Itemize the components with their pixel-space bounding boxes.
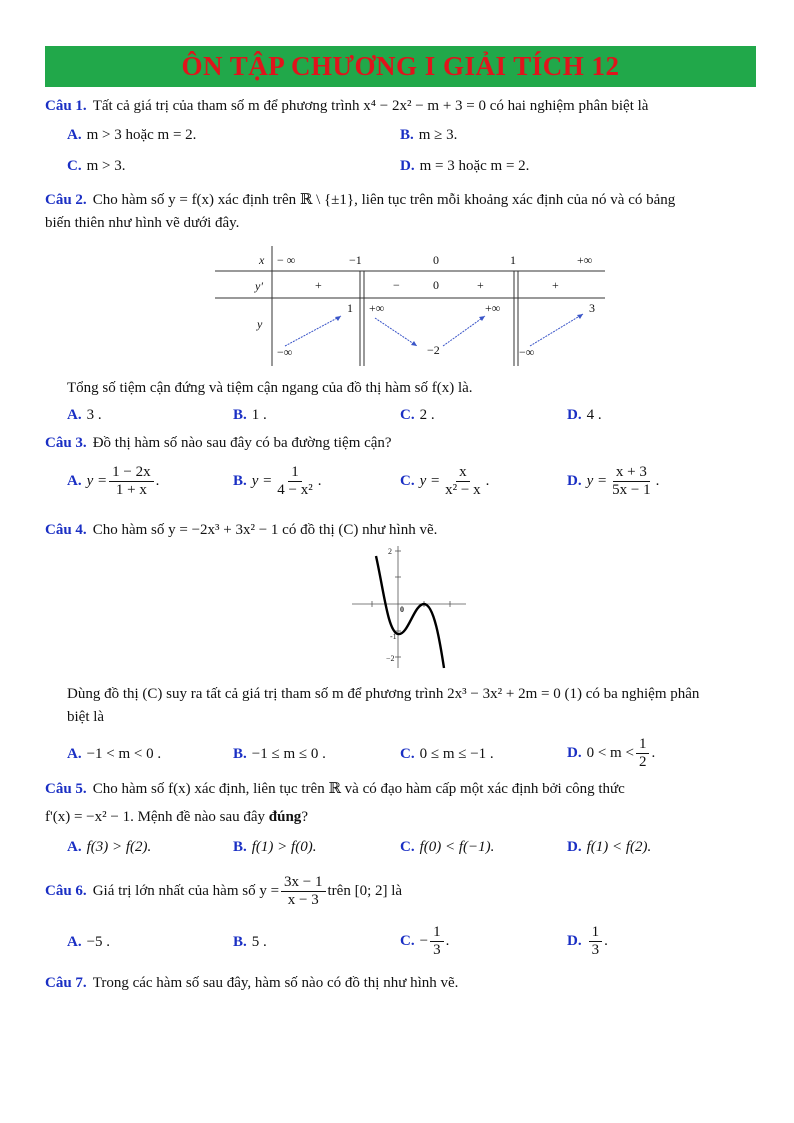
x-value: −1 [349, 253, 362, 267]
x-value: 1 [510, 253, 516, 267]
question-7 [45, 973, 458, 993]
question-3 [45, 433, 392, 453]
option-b[interactable]: B. m ≥ 3. [400, 127, 458, 143]
option-c[interactable]: C. f(0) < f(−1). [400, 839, 495, 855]
option-b[interactable]: B. −1 ≤ m ≤ 0 . [233, 746, 326, 762]
question-label: Câu 2. [45, 192, 87, 208]
page-title: ÔN TẬP CHƯƠNG I GIẢI TÍCH 12 [45, 46, 756, 87]
option-a[interactable]: A. y = $\frac{1 - 2x}{1 + x}$ . [67, 464, 160, 498]
row-y-label: y [257, 317, 263, 331]
row-yprime-label: y' [255, 279, 263, 293]
question-5 [45, 779, 755, 799]
option-a[interactable]: A. 3 . [67, 407, 102, 423]
option-c[interactable]: C. 2 . [400, 407, 435, 423]
option-b[interactable]: B. y = $\frac{1}{\text{4 − x²}}$ . [233, 464, 322, 498]
question-stem: Cho hàm số y = −2x³ + 3x² − 1 có đồ thị (C) như hình vẽ. [92, 522, 438, 538]
question-4-question: Dùng đồ thị (C) suy ra tất cả giá trị tham số m để phương trình 2x³ − 3x² + 2m = 0 (1) có ba nghiệm phân [67, 686, 700, 702]
y-value: +∞ [485, 301, 501, 315]
question-stem: Đồ thị hàm số nào sau đây có ba đường tiệm cận? [92, 435, 392, 451]
option-b[interactable]: B. 5 . [233, 934, 267, 950]
y-value: −∞ [519, 345, 535, 359]
y-value: +∞ [369, 301, 385, 315]
y-tick-label: 2 [388, 547, 392, 556]
question-2-question: Tổng số tiệm cận đứng và tiệm cận ngang của đồ thị hàm số f(x) là. [67, 380, 473, 396]
y-value: −∞ [277, 345, 293, 359]
question-label: Câu 7. [45, 975, 87, 991]
option-a[interactable]: A. m > 3 hoặc m = 2. [67, 127, 197, 143]
option-b[interactable]: B. f(1) > f(0). [233, 839, 317, 855]
question-6: Câu 6. Giá trị lớn nhất của hàm số y = $\frac{3x - 1}{x - 3}$ trên [0; 2] là [45, 874, 403, 908]
cubic-graph [350, 542, 470, 670]
yprime-sign: 0 [433, 278, 439, 292]
question-2-line2: biến thiên như hình vẽ dưới đây. [45, 215, 240, 231]
question-stem: Tất cả giá trị của tham số m để phương trình x⁴ − 2x² − m + 3 = 0 có hai nghiệm phân biệt là [92, 98, 649, 114]
option-d[interactable]: D. m = 3 hoặc m = 2. [400, 158, 530, 174]
option-c[interactable]: C. m > 3. [67, 158, 126, 174]
option-a[interactable]: A. f(3) > f(2). [67, 839, 152, 855]
y-value: 1 [347, 301, 353, 315]
row-x-label: x [259, 253, 265, 267]
question-label: Câu 3. [45, 435, 87, 451]
origin-label: 0 [400, 605, 404, 614]
cubic-curve [376, 556, 444, 668]
option-a[interactable]: A. −5 . [67, 934, 111, 950]
question-label: Câu 5. [45, 781, 87, 797]
question-label: Câu 1. [45, 98, 87, 114]
yprime-sign: + [315, 278, 322, 292]
question-label: Câu 4. [45, 522, 87, 538]
yprime-sign: − [393, 278, 400, 292]
option-b[interactable]: B. 1 . [233, 407, 267, 423]
question-label: Câu 6. [45, 882, 87, 899]
x-value: − ∞ [277, 253, 296, 267]
y-value: 3 [589, 301, 595, 315]
question-stem: Cho hàm số y = f(x) xác định trên ℝ \ {±1}, liên tục trên mỗi khoảng xác định của nó và có bảng [92, 192, 676, 208]
question-4 [45, 520, 437, 540]
option-d[interactable]: D. $\frac{1}{3}$ . [567, 924, 608, 958]
option-c[interactable]: C. y = $\frac{x}{\text{x² − x}}$ . [400, 464, 490, 498]
question-stem: Trong các hàm số sau đây, hàm số nào có đồ thị như hình vẽ. [92, 975, 459, 991]
y-value: −2 [427, 343, 440, 357]
option-d[interactable]: D. y = $\frac{x + 3}{5x - 1}$ . [567, 464, 660, 498]
option-d[interactable]: D. 0 < m < $\frac{1}{2}$ . [567, 736, 656, 770]
question-2 [45, 190, 755, 210]
question-stem: Cho hàm số f(x) xác định, liên tục trên ℝ và có đạo hàm cấp một xác định bởi công thức [92, 781, 625, 797]
question-5-line2: f'(x) = −x² − 1. Mệnh đề nào sau đây đúng? [45, 809, 308, 825]
option-c[interactable]: C. − $\frac{1}{3}$ . [400, 924, 450, 958]
yprime-sign: + [477, 278, 484, 292]
question-1 [45, 96, 648, 116]
option-d[interactable]: D. f(1) < f(2). [567, 839, 652, 855]
variation-table [215, 246, 605, 366]
option-a[interactable]: A. −1 < m < 0 . [67, 746, 162, 762]
x-value: 0 [433, 253, 439, 267]
option-d[interactable]: D. 4 . [567, 407, 602, 423]
option-c[interactable]: C. 0 ≤ m ≤ −1 . [400, 746, 494, 762]
y-tick-label: −2 [386, 654, 395, 663]
yprime-sign: + [552, 278, 559, 292]
y-tick-label: -1 [390, 632, 397, 641]
question-4-question-line2: biệt là [67, 709, 105, 725]
x-value: +∞ [577, 253, 593, 267]
